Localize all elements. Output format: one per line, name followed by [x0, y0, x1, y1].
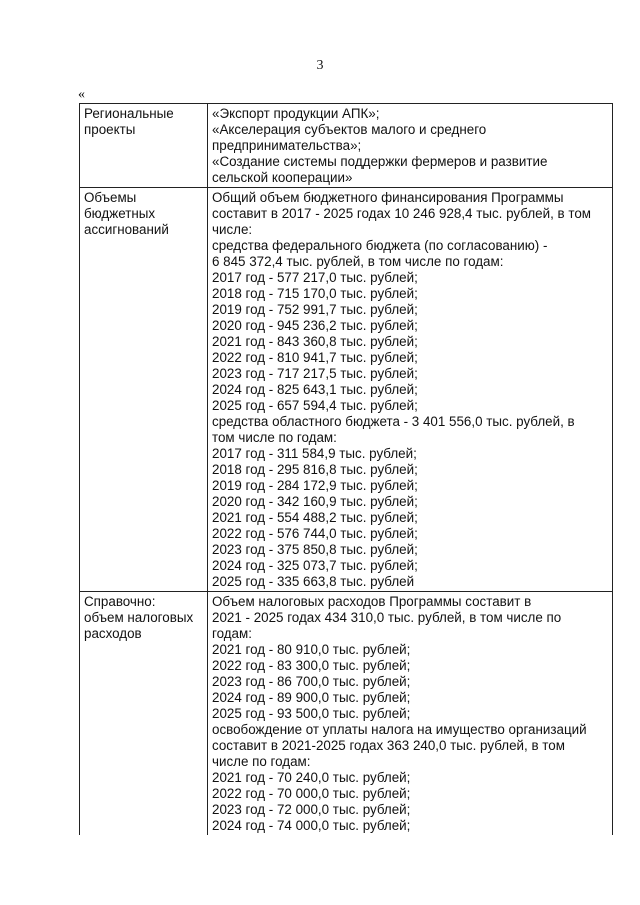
program-passport-table [79, 103, 613, 835]
row-content-line: 2022 год - 83 300,0 тыс. рублей; [212, 658, 411, 673]
row-content-line: средства областного бюджета - 3 401 556,0 тыс. рублей, в [212, 414, 575, 429]
row-content-line: предпринимательства»; [212, 138, 362, 153]
row-label-line: проекты [84, 122, 136, 137]
row-content-line: 2024 год - 74 000,0 тыс. рублей; [212, 818, 411, 833]
row-content-line: 2021 год - 843 360,8 тыс. рублей; [212, 334, 418, 349]
row-content-line: освобождение от уплаты налога на имущество организаций [212, 722, 587, 737]
row-content-line: 2021 год - 80 910,0 тыс. рублей; [212, 642, 411, 657]
row-content-line: 6 845 372,4 тыс. рублей, в том числе по годам: [212, 254, 504, 269]
row-content-cell [208, 592, 613, 836]
row-content-line: годам: [212, 626, 252, 641]
row-content-line: «Экспорт продукции АПК»; [212, 106, 380, 121]
row-label-line: объем налоговых [84, 610, 194, 625]
row-content-line: «Создание системы поддержки фермеров и развитие [212, 154, 548, 169]
row-content-line: Объем налоговых расходов Программы составит в [212, 594, 532, 609]
row-content-line: 2024 год - 825 643,1 тыс. рублей; [212, 382, 418, 397]
row-content-line: 2022 год - 576 744,0 тыс. рублей; [212, 526, 418, 541]
row-content-line: 2023 год - 72 000,0 тыс. рублей; [212, 802, 411, 817]
row-content-line: 2017 год - 577 217,0 тыс. рублей; [212, 270, 418, 285]
row-content-line: 2022 год - 810 941,7 тыс. рублей; [212, 350, 418, 365]
row-content-line: 2020 год - 945 236,2 тыс. рублей; [212, 318, 418, 333]
row-label-cell [80, 592, 208, 836]
row-content-line: 2025 год - 657 594,4 тыс. рублей; [212, 398, 418, 413]
row-content-line: 2025 год - 93 500,0 тыс. рублей; [212, 706, 411, 721]
row-content-line: 2023 год - 375 850,8 тыс. рублей; [212, 542, 418, 557]
row-content-cell [208, 104, 613, 188]
row-content-line: составит в 2017 - 2025 годах 10 246 928,4 тыс. рублей, в том [212, 206, 591, 221]
row-content-line: 2021 год - 554 488,2 тыс. рублей; [212, 510, 418, 525]
row-content-line: том числе по годам: [212, 430, 337, 445]
row-content-line: 2018 год - 715 170,0 тыс. рублей; [212, 286, 418, 301]
row-content-line: сельской кооперации» [212, 170, 353, 185]
row-label-line: бюджетных [84, 206, 156, 221]
passport-table-body [80, 104, 613, 836]
row-content-line: средства федерального бюджета (по согласованию) - [212, 238, 548, 253]
row-content-line: 2018 год - 295 816,8 тыс. рублей; [212, 462, 418, 477]
row-content-line: 2023 год - 86 700,0 тыс. рублей; [212, 674, 411, 689]
row-content-line: составит в 2021-2025 годах 363 240,0 тыс. рублей, в том [212, 738, 565, 753]
row-content-line: числе по годам: [212, 754, 311, 769]
row-content-line: 2021 - 2025 годах 434 310,0 тыс. рублей, в том числе по [212, 610, 562, 625]
row-content-line: 2022 год - 70 000,0 тыс. рублей; [212, 786, 411, 801]
row-label-line: расходов [84, 626, 142, 641]
row-label-line: ассигнований [84, 222, 169, 237]
row-content-line: 2023 год - 717 217,5 тыс. рублей; [212, 366, 418, 381]
row-content-line: 2017 год - 311 584,9 тыс. рублей; [212, 446, 417, 461]
row-label-line: Региональные [84, 106, 174, 121]
row-content-line: числе: [212, 222, 253, 237]
regional-projects-row [80, 104, 613, 188]
row-content-line: 2025 год - 335 663,8 тыс. рублей [212, 574, 415, 589]
tax-expenditures-row [80, 592, 613, 836]
row-label-line: Справочно: [84, 594, 156, 609]
row-content-line: 2019 год - 284 172,9 тыс. рублей; [212, 478, 418, 493]
row-content-cell [208, 188, 613, 592]
row-label-line: Объемы [84, 190, 137, 205]
row-content-line: «Акселерация субъектов малого и среднего [212, 122, 487, 137]
row-content-line: 2021 год - 70 240,0 тыс. рублей; [212, 770, 411, 785]
page-number: 3 [316, 58, 324, 73]
row-label-cell [80, 104, 208, 188]
row-content-line: 2024 год - 89 900,0 тыс. рублей; [212, 690, 411, 705]
budget-allocations-row [80, 188, 613, 592]
row-content-line: 2019 год - 752 991,7 тыс. рублей; [212, 302, 418, 317]
row-content-line: 2020 год - 342 160,9 тыс. рублей; [212, 494, 418, 509]
row-label-cell [80, 188, 208, 592]
row-content-line: Общий объем бюджетного финансирования Программы [212, 190, 564, 205]
opening-quote-mark: « [78, 87, 85, 102]
row-content-line: 2024 год - 325 073,7 тыс. рублей; [212, 558, 418, 573]
